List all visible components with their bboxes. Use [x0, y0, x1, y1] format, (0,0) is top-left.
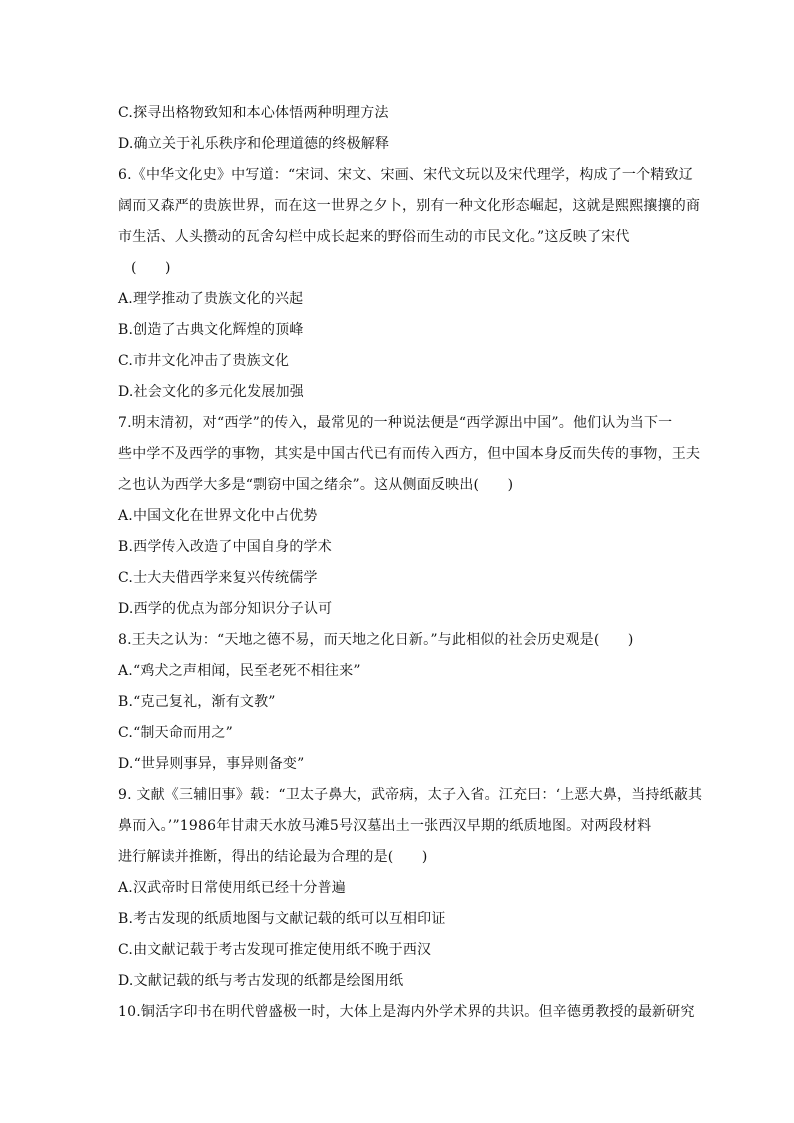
question-6-blank: ( ) — [131, 260, 171, 276]
option-d: D.确立关于礼乐秩序和伦理道德的终极解释 — [118, 136, 390, 152]
option-a: A.“鸡犬之声相闻，民至老死不相往来” — [118, 663, 361, 679]
option-d: D.西学的优点为部分知识分子认可 — [118, 601, 333, 617]
question-9-line-3: 进行解读并推断，得出的结论最为合理的是( ) — [118, 849, 428, 865]
question-9-line-2: 鼻而入。’”1986年甘肃天水放马滩5号汉墓出土一张西汉早期的纸质地图。对两段材料 — [118, 818, 652, 834]
option-c: C.“制天命而用之” — [118, 725, 233, 741]
question-6-line-1: 6.《中华文化史》中写道：“宋词、宋文、宋画、宋代文玩以及宋代理学，构成了一个精致辽 — [118, 167, 693, 183]
option-b: B.“克己复礼，渐有文教” — [118, 694, 276, 710]
question-7-line-3: 之也认为西学大多是“剽窃中国之绪余”。这从侧面反映出( ) — [118, 477, 514, 493]
option-c: C.探寻出格物致知和本心体悟两种明理方法 — [118, 105, 389, 121]
option-b: B.创造了古典文化辉煌的顶峰 — [118, 322, 304, 338]
question-8: 8.王夫之认为：“天地之德不易，而天地之化日新。”与此相似的社会历史观是( ) — [118, 632, 634, 648]
question-6-line-2: 阔而又森严的贵族世界，而在这一世界之夕卜，别有一种文化形态崛起，这就是熙熙攘攘的商 — [118, 198, 701, 214]
question-7-line-1: 7.明末清初，对“西学”的传入，最常见的一种说法便是“西学源出中国”。他们认为当下一 — [118, 415, 673, 431]
option-a: A.理学推动了贵族文化的兴起 — [118, 291, 304, 307]
question-7-line-2: 些中学不及西学的事物，其实是中国古代已有而传入西方，但中国本身反而失传的事物，王夫 — [118, 446, 701, 462]
option-c: C.士大夫借西学来复兴传统儒学 — [118, 570, 318, 586]
question-9-line-1: 9. 文献《三辅旧事》载：“卫太子鼻大，武帝病，太子入省。江充曰：‘上恶大鼻，当持纸蔽其 — [118, 787, 703, 803]
option-a: A.中国文化在世界文化中占优势 — [118, 508, 318, 524]
option-b: B.西学传入改造了中国自身的学术 — [118, 539, 332, 555]
option-b: B.考古发现的纸质地图与文献记载的纸可以互相印证 — [118, 911, 446, 927]
option-d: D.“世异则事异，事异则备变” — [118, 756, 305, 772]
option-c: C.市井文化冲击了贵族文化 — [118, 353, 290, 369]
option-d: D.文献记载的纸与考古发现的纸都是绘图用纸 — [118, 973, 404, 989]
question-10-line-1: 10.铜活字印书在明代曾盛极一时，大体上是海内外学术界的共识。但辛德勇教授的最新研究 — [118, 1004, 695, 1020]
option-c: C.由文献记载于考古发现可推定使用纸不晚于西汉 — [118, 942, 432, 958]
question-6-line-3: 市生活、人头攒动的瓦舍勾栏中成长起来的野俗而生动的市民文化。”这反映了宋代 — [118, 229, 630, 245]
option-d: D.社会文化的多元化发展加强 — [118, 384, 304, 400]
option-a: A.汉武帝时日常使用纸已经十分普遍 — [118, 880, 346, 896]
